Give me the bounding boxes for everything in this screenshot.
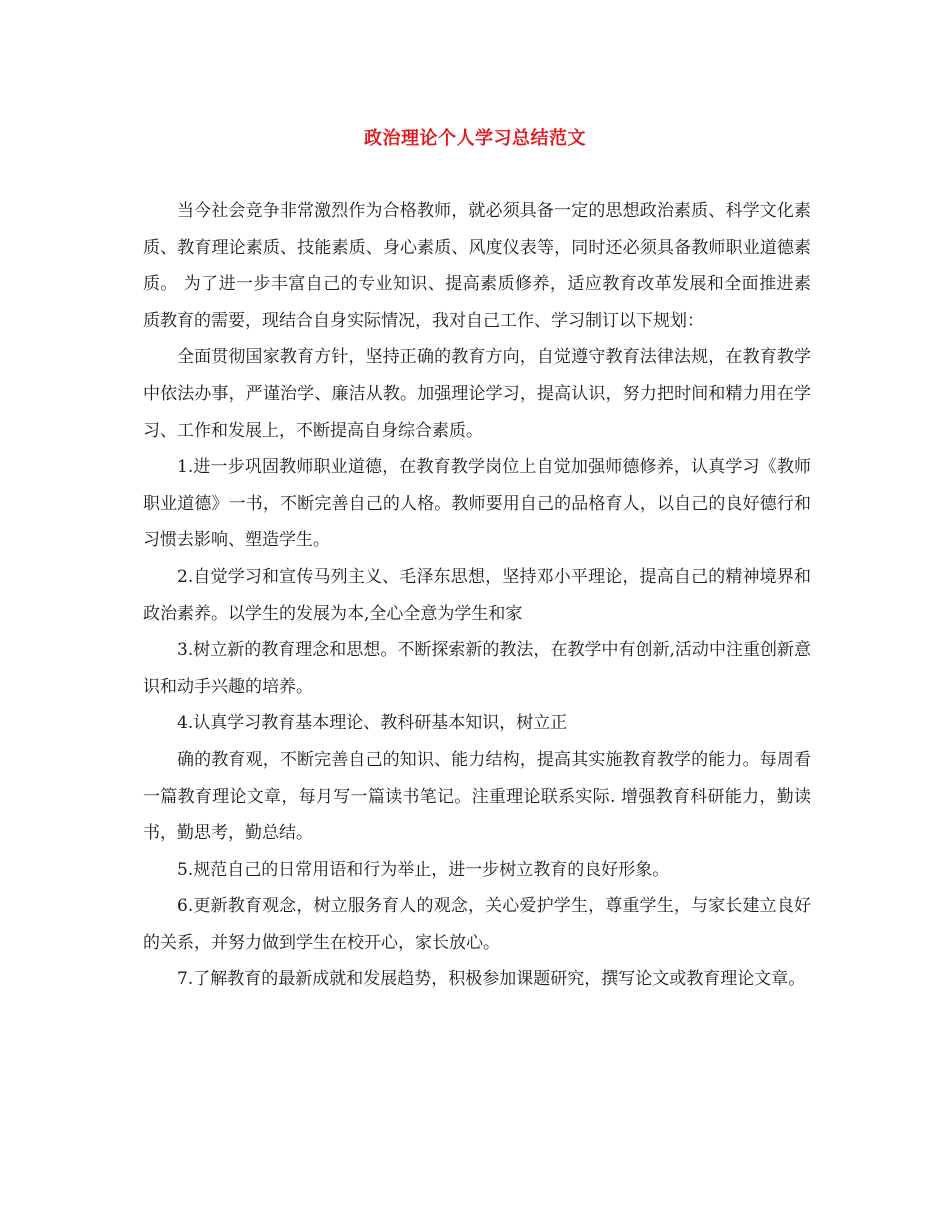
document-body [143,193,811,998]
document-title: 政治理论个人学习总结范文 [364,128,586,149]
paragraph-item-4: 4.认真学习教育基本理论、教科研基本知识，树立正 [177,713,568,734]
paragraph-general-policy: 全面贯彻国家教育方针，坚持正确的教育方向，自觉遵守教育法律法规，在教育教学中依法办事，严谨治学、廉洁从教。加强理论学习，提高认识，努力把时间和精力用在学习、工作和发展上，不断提高自身综合素质。 [143,347,811,441]
paragraph-item-4-continued: 确的教育观，不断完善自己的知识、能力结构，提高其实施教育教学的能力。每周看一篇教育理论文章，每月写一篇读书笔记。注重理论联系实际. 增强教育科研能力，勤读书，勤思考，勤总结。 [143,749,811,844]
paragraph-item-7: 7.了解教育的最新成就和发展趋势，积极参加课题研究，撰写论文或教育理论文章。 [177,969,806,990]
paragraph-item-5: 5.规范自己的日常用语和行为举止，进一步树立教育的良好形象。 [177,859,670,880]
paragraph-item-2: 2.自觉学习和宣传马列主义、毛泽东思想，坚持邓小平理论，提高自己的精神境界和政治素养。以学生的发展为本,全心全意为学生和家 [143,566,811,624]
paragraph-item-3: 3.树立新的教育理念和思想。不断探索新的教法，在教学中有创新,活动中注重创新意识和动手兴趣的培养。 [143,640,811,697]
paragraph-item-6: 6.更新教育观念，树立服务育人的观念，关心爱护学生，尊重学生，与家长建立良好的关系，并努力做到学生在校开心，家长放心。 [143,896,811,953]
paragraph-intro: 当今社会竞争非常激烈作为合格教师，就必须具备一定的思想政治素质、科学文化素质、教育理论素质、技能素质、身心素质、风度仪表等，同时还必须具备教师职业道德素质。 为了进一步丰富自己的专业知识、提高素质修养，适应教育改革发展和全面推进素质教育的需要，现结合自身实际情况，我对自己工作、学习制订以下规划： [143,201,811,331]
paragraph-item-1: 1.进一步巩固教师职业道德，在教育教学岗位上自觉加强师德修养，认真学习《教师职业道德》一书，不断完善自己的人格。教师要用自己的品格育人，以自己的良好德行和习惯去影响、塑造学生。 [143,457,811,551]
